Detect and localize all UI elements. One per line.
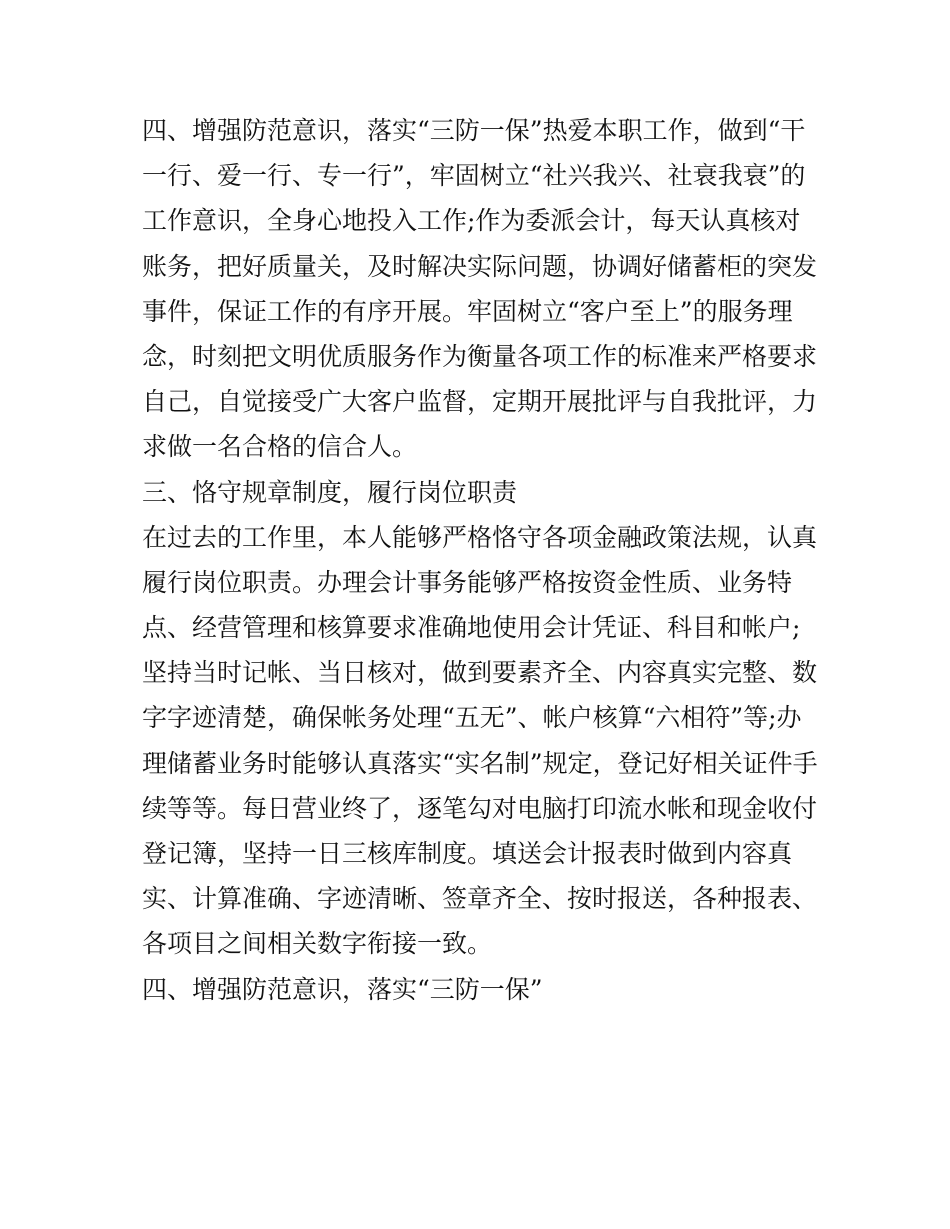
text-line: 事件，保证工作的有序开展。牢固树立“客户至上”的服务理 xyxy=(142,296,793,326)
text-line: 各项目之间相关数字衔接一致。 xyxy=(142,929,493,959)
text-line: 登记簿，坚持一日三核库制度。填送会计报表时做到内容真 xyxy=(142,839,793,868)
section-heading-rules xyxy=(142,470,832,515)
document-body xyxy=(142,108,832,1012)
text-line: 念，时刻把文明优质服务作为衡量各项工作的标准来严格要求 xyxy=(142,341,818,371)
paragraph-duty-awareness xyxy=(142,108,832,470)
text-line: 坚持当时记帐、当日核对，做到要素齐全、内容真实完整、数 xyxy=(142,658,818,688)
text-line: 字字迹清楚，确保帐务处理“五无”、帐户核算“六相符”等;办 xyxy=(142,703,802,733)
section-heading-prevention xyxy=(142,967,832,1012)
text-line: 履行岗位职责。办理会计事务能够严格按资金性质、业务特 xyxy=(142,567,793,597)
paragraph-rules-compliance xyxy=(142,515,832,967)
text-line: 账务，把好质量关，及时解决实际问题，协调好储蓄柜的突发 xyxy=(142,251,818,281)
text-line: 理储蓄业务时能够认真落实“实名制”规定，登记好相关证件手 xyxy=(142,748,818,778)
text-line: 自己，自觉接受广大客户监督，定期开展批评与自我批评，力 xyxy=(142,387,818,417)
heading-line: 四、增强防范意识，落实“三防一保” xyxy=(142,974,543,1004)
text-line: 求做一名合格的信合人。 xyxy=(142,432,418,462)
text-line: 一行、爱一行、专一行”，牢固树立“社兴我兴、社衰我衰”的 xyxy=(142,161,806,191)
text-line: 工作意识，全身心地投入工作;作为委派会计，每天认真核对 xyxy=(142,206,801,236)
heading-line: 三、恪守规章制度，履行岗位职责 xyxy=(142,477,518,507)
text-line: 在过去的工作里，本人能够严格恪守各项金融政策法规，认真 xyxy=(142,522,818,552)
text-line: 续等等。每日营业终了，逐笔勾对电脑打印流水帐和现金收付 xyxy=(142,793,818,823)
text-line: 四、增强防范意识，落实“三防一保”热爱本职工作，做到“干 xyxy=(142,116,806,145)
text-line: 实、计算准确、字迹清晰、签章齐全、按时报送，各种报表、 xyxy=(142,884,818,914)
text-line: 点、经营管理和核算要求准确地使用会计凭证、科目和帐户; xyxy=(142,613,801,643)
